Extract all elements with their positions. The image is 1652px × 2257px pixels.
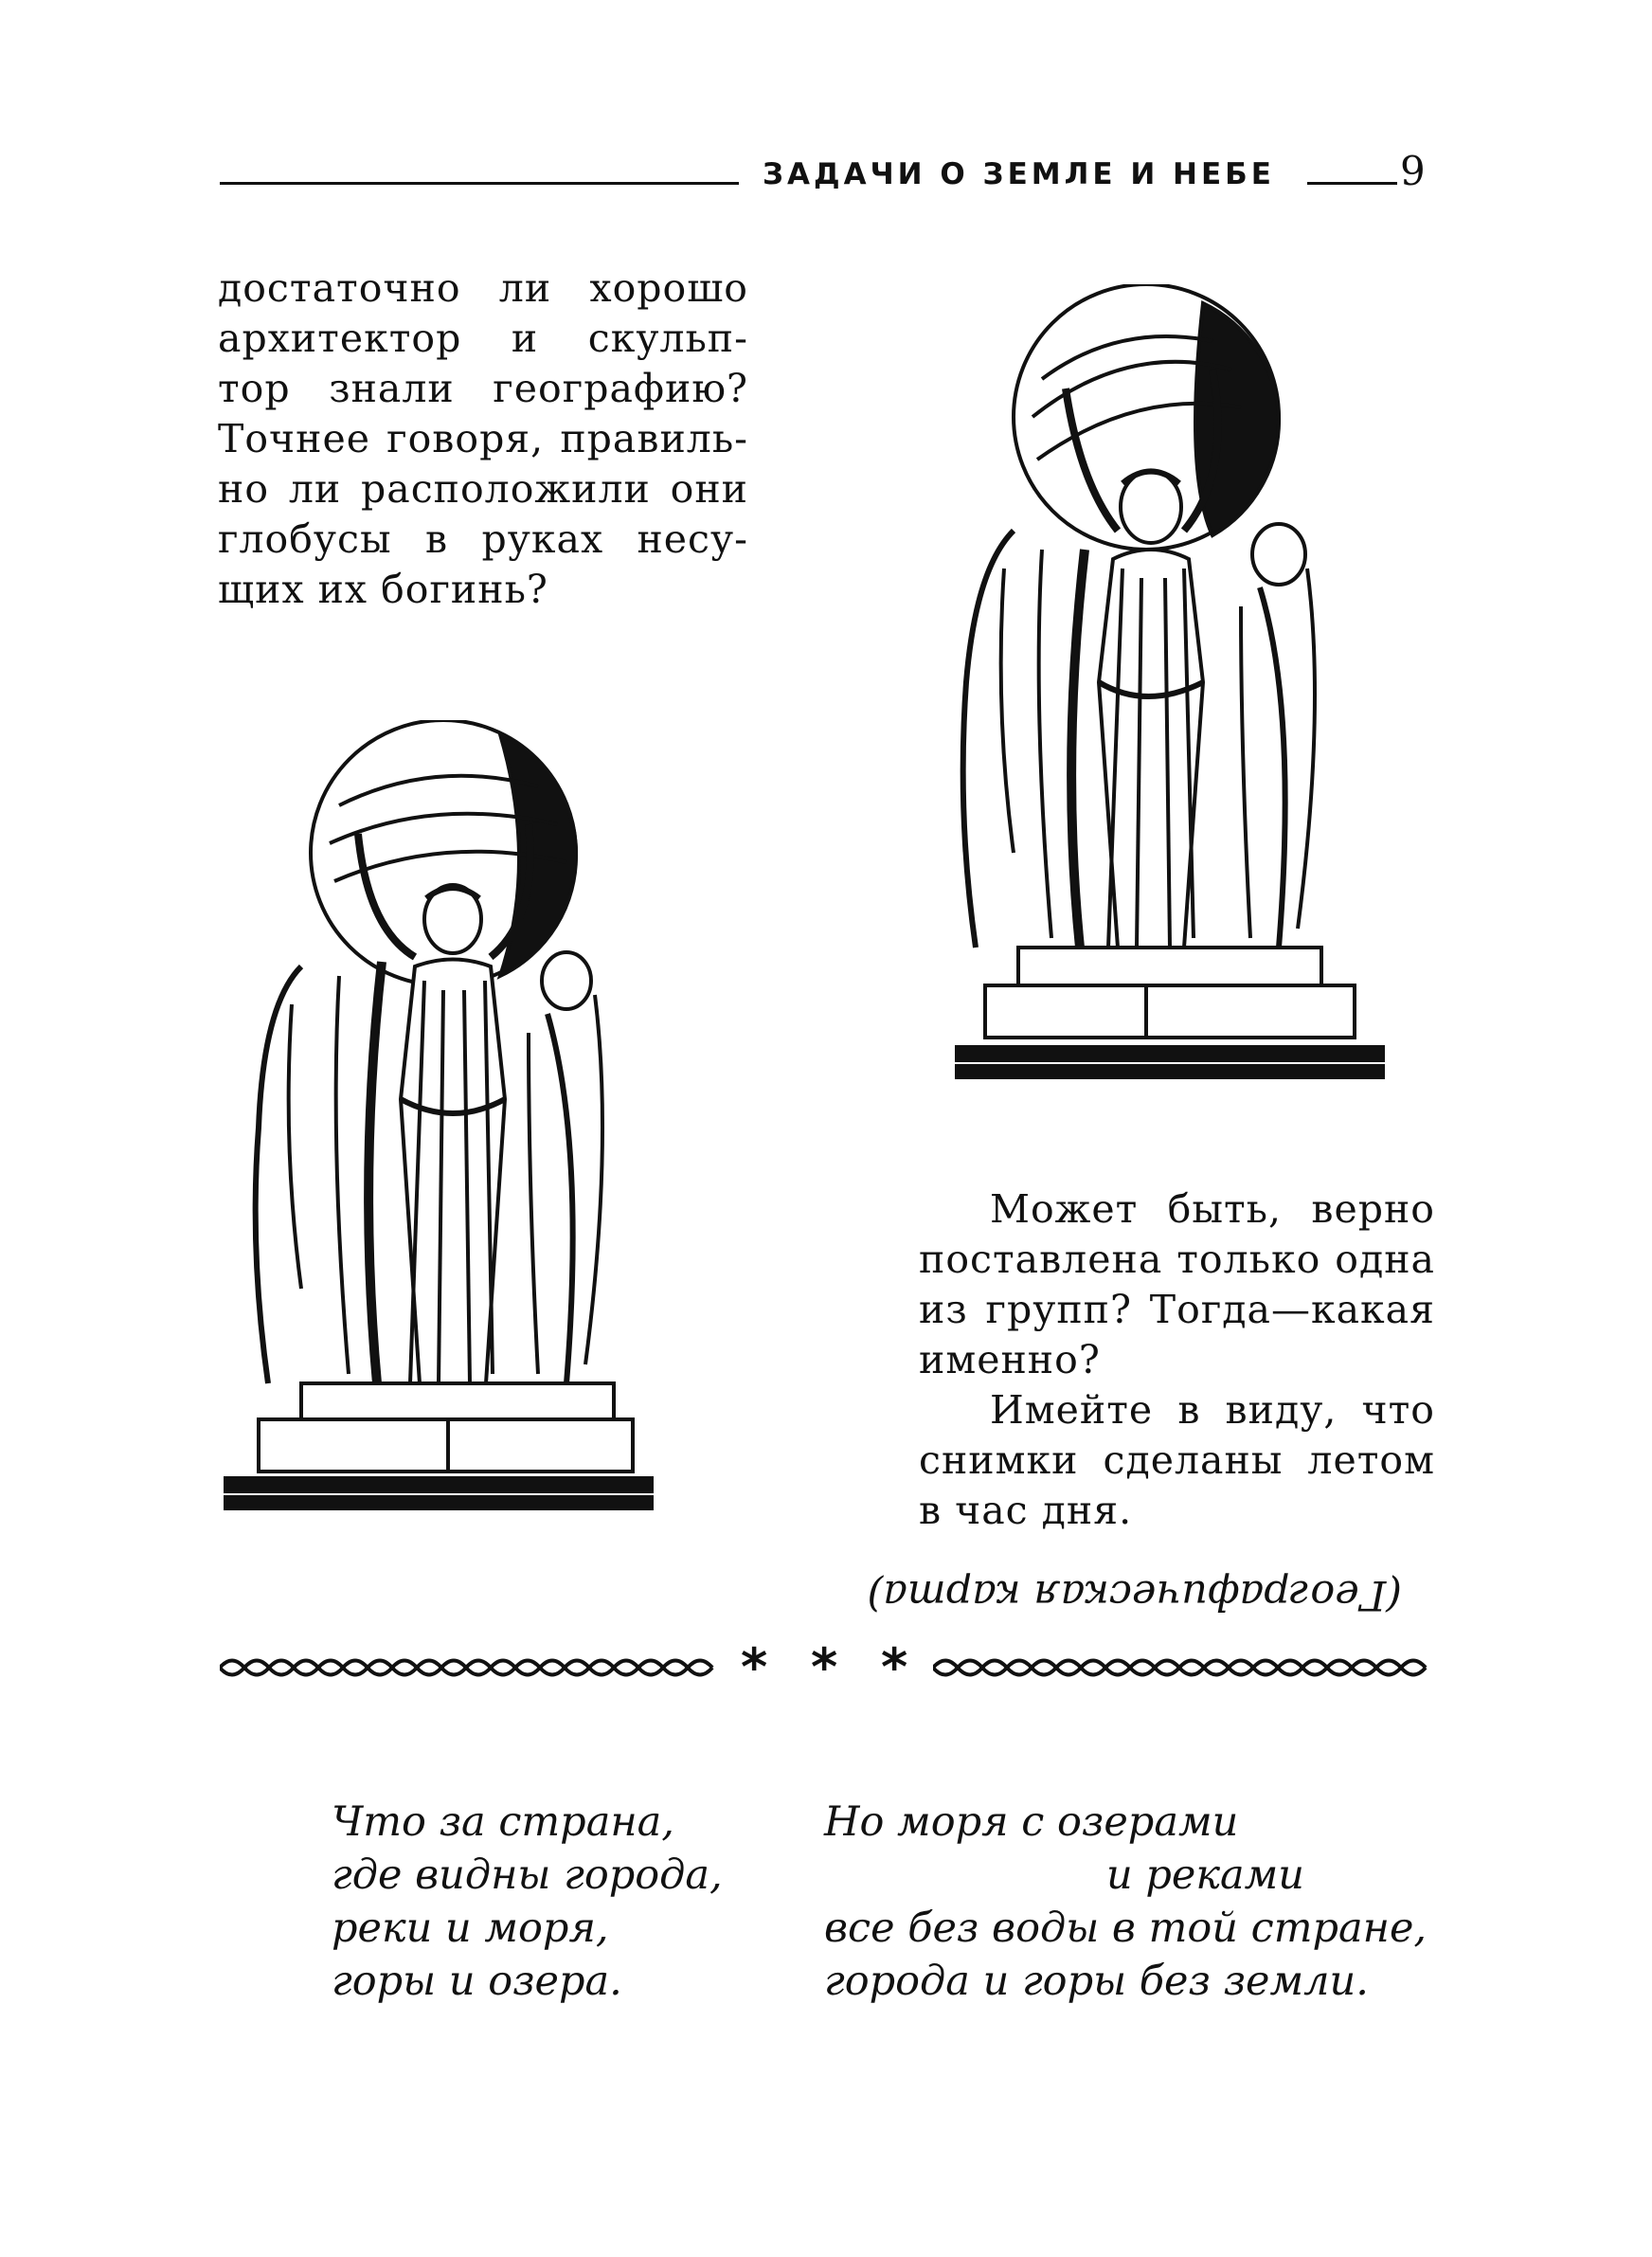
- ornament-rope-right: [933, 1653, 1435, 1682]
- text-line: Может быть, верно: [990, 1186, 1435, 1232]
- text-line: тор знали географию?: [218, 366, 748, 411]
- running-title: ЗАДАЧИ О ЗЕМЛЕ И НЕБЕ: [763, 157, 1275, 191]
- divider-star: *: [741, 1637, 768, 1697]
- poem-line: где видны города,: [332, 1851, 723, 1899]
- text-line: достаточно ли хорошо: [218, 265, 748, 311]
- statue-illustration-left: [216, 720, 746, 1516]
- riddle-right-stanza: [824, 1796, 1427, 2008]
- poem-line: все без воды в той стране,: [824, 1905, 1428, 1952]
- question-paragraph: [218, 263, 748, 615]
- text-line: в час дня.: [919, 1488, 1133, 1533]
- text-line: Точнее говоря, правиль-: [218, 416, 748, 461]
- text-line: именно?: [919, 1337, 1101, 1382]
- text-line: щих их богинь?: [218, 567, 548, 612]
- riddle-answer-upside-down: (Географическая карта): [867, 1571, 1402, 1618]
- text-line: архитектор и скульп-: [218, 316, 748, 361]
- poem-line: и реками: [1106, 1851, 1304, 1899]
- divider-star: *: [811, 1637, 838, 1697]
- text-line: снимки сделаны летом: [919, 1437, 1435, 1483]
- header-rule-right: [1307, 182, 1397, 185]
- ornament-rope-left: [220, 1653, 722, 1682]
- poem-line: реки и моря,: [332, 1905, 609, 1952]
- riddle-left-stanza: [332, 1796, 723, 2008]
- header-rule-left: [220, 182, 739, 185]
- text-line: из групп? Тогда—какая: [919, 1287, 1435, 1332]
- page-number: 9: [1400, 148, 1426, 194]
- poem-line: Что за страна,: [332, 1798, 674, 1846]
- text-line: поставлена только одна: [919, 1237, 1435, 1282]
- text-line: глобусы в руках несу-: [218, 516, 748, 562]
- followup-paragraph-1: [919, 1184, 1435, 1385]
- poem-line: Но моря с озерами: [824, 1798, 1239, 1846]
- followup-paragraph-2: [919, 1385, 1435, 1536]
- text-line: Имейте в виду, что: [990, 1387, 1435, 1433]
- poem-line: горы и озера.: [332, 1958, 622, 2005]
- poem-line: города и горы без земли.: [824, 1958, 1369, 2005]
- text-line: но ли расположили они: [218, 466, 748, 512]
- divider-star: *: [881, 1637, 908, 1697]
- statue-illustration-right: [900, 284, 1430, 1090]
